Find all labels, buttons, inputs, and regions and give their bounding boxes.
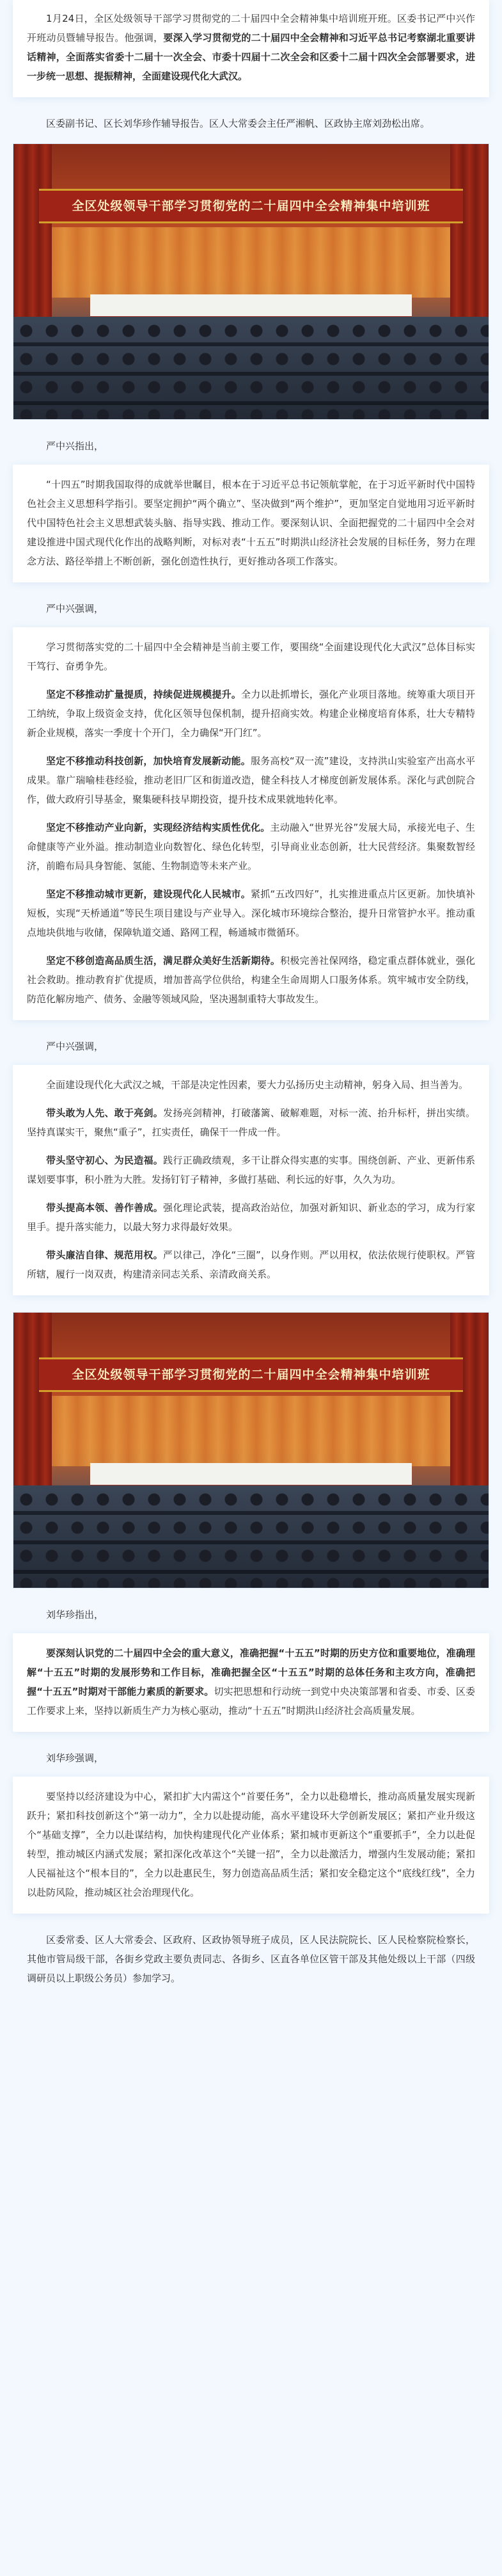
curtain-right-2 — [450, 1313, 489, 1492]
card-4-intro: 全面建设现代化大武汉之城，干部是决定性因素，要大力弘扬历史主动精神，躬身入局、担当善为。 — [46, 1079, 469, 1091]
card-3-item-3: 坚定不移推动产业向新，实现经济结构实质性优化。主动融入“世界光谷”发展大局，承接光电子、生命健康等产业外溢。推动制造业向数智化、绿色化转型，引导商业业态创新，壮大民营经济。集聚数智经济，前瞻布局具身智能、氢能、生物制造等未来产业。 — [27, 822, 475, 872]
card-4-item-1: 带头敢为人先、敢于亮剑。发扬亮剑精神，打破藩篱、破解难题，对标一流、抬升标杆，拼出实绩。坚持真谋实干，聚焦“重子”，扛实责任，确保干一件成一件。 — [27, 1107, 475, 1138]
intro-highlight: 要深入学习贯彻党的二十届四中全会精神和习近平总书记考察湖北重要讲话精神，全面落实省委十二届十一次全会、市委十四届十二次全会和区委十二届十四次全会部署要求，进一步统一思想、提振精神，全面建设现代化大武汉。 — [27, 32, 475, 82]
meeting-photo-2 — [13, 1312, 489, 1588]
card-2 — [13, 465, 489, 582]
attendees-paragraph: 区委副书记、区长刘华珍作辅导报告。区人大常委会主任严湘帆、区政协主席刘劲松出席。 — [46, 118, 430, 129]
card-3 — [13, 627, 489, 1020]
card-3-item-1: 坚定不移推动扩量提质，持续促进规模提升。全力以赴抓增长，强化产业项目落地。统筹重大项目开工纳统，争取上级资金支持，优化区领导包保机制，提升招商实效。构建企业梯度培育体系，壮大专精特新企业规模，落实一季度十个开门，全力确保“开门红”。 — [27, 689, 475, 739]
card-5-paragraph: 要深刻认识党的二十届四中全会的重大意义，准确把握“十五五”时期的历史方位和重要地位，准确理解“十五五”时期的发展形势和工作目标，准确把握全区“十五五”时期的总体任务和主攻方向，准确把握“十五五”时期对干部能力素质的新要求。切实把思想和行动统一到党中央决策部署和省委、市委、区委工作要求上来，坚持以新质生产力为核心驱动，推动“十五五”时期洪山经济社会高质量发展。 — [27, 1647, 475, 1716]
speaker-line-5: 刘华珍强调， — [46, 1752, 104, 1764]
speaker-line-1: 严中兴指出， — [46, 440, 104, 452]
speaker-line-3: 严中兴强调， — [46, 1041, 104, 1052]
card-3-intro: 学习贯彻落实党的二十届四中全会精神是当前主要工作，要围绕“全面建设现代化大武汉”总体目标实干笃行、奋勇争先。 — [27, 641, 475, 672]
audience-rows-1 — [13, 317, 489, 419]
card-3-item-2: 坚定不移推动科技创新，加快培育发展新动能。服务高校“双一流”建设，支持洪山实验室产出高水平成果。靠广瑞喻桂巷经验，推动老旧厂区和街道改造，健全科技人才梯度创新发展体系。深化与武创院合作，做大政府引导基金，聚集硬科技早期投资，提升技术成果就地转化率。 — [27, 755, 475, 805]
intro-text: 1月24日，全区处级领导干部学习贯彻党的二十届四中全会精神集中培训班开班。区委书记严中兴作开班动员暨辅导报告。他强调， — [27, 13, 475, 44]
card-5 — [13, 1633, 489, 1732]
curtain-right — [450, 144, 489, 323]
card-3-item-5: 坚定不移创造高品质生活，满足群众美好生活新期待。积极完善社保网络，稳定重点群体就业，强化社会救助。推动教育扩优提质，增加普高学位供给，构建全生命周期人口服务体系。筑牢城市安全防线，防范化解房地产、债务、金融等领域风险，坚决遏制重特大事故发生。 — [27, 955, 475, 1005]
card-6 — [13, 1777, 489, 1914]
card-4-item-3: 带头提高本领、善作善成。强化理论武装，提高政治站位，加强对新知识、新业态的学习，成为行家里手。提升落实能力，以最大努力求得最好效果。 — [27, 1202, 475, 1233]
stage-backdrop-2 — [52, 1396, 450, 1466]
photo-banner-1: 全区处级领导干部学习贯彻党的二十届四中全会精神集中培训班 — [39, 189, 463, 223]
card-4-item-2: 带头坚守初心、为民造福。践行正确政绩观，多干让群众得实惠的实事。围绕创新、产业、更新伟系谋划要事事，积小胜为大胜。发扬钉钉子精神，多做打基础、利长远的好事，久久为功。 — [27, 1155, 475, 1185]
podium-2 — [90, 1463, 412, 1489]
audience-rows-2 — [13, 1485, 489, 1588]
meeting-photo-1 — [13, 143, 489, 420]
speaker-line-2: 严中兴强调， — [46, 603, 104, 614]
card-3-item-4: 坚定不移推动城市更新，建设现代化人民城市。紧抓“五改四好”，扎实推进重点片区更新。加快填补短板，实现“天桥通道”等民生项目建设与产业导入。深化城市环境综合整治，提升日常管护水平。推动重点地块供地与收储，保障轨道交通、路网工程，畅通城市微循环。 — [27, 888, 475, 938]
curtain-left — [13, 144, 52, 323]
speaker-line-4: 刘华珍指出， — [46, 1609, 104, 1620]
curtain-left-2 — [13, 1313, 52, 1492]
card-2-paragraph: “十四五”时期我国取得的成就举世瞩目，根本在于习近平总书记领航掌舵，在于习近平新时代中国特色社会主义思想科学指引。要坚定拥护“两个确立”、坚决做到“两个维护”，更加坚定自觉地用习近平新时代中国特色社会主义思想武装头脑、指导实践、推动工作。要深刻认识、全面把握党的二十届四中全会对建设推进中国式现代化作出的战略判断，对标对表“十五五”时期洪山经济社会发展的目标任务，努力在理念方法、路径举措上不断创新，强化创造性执行，更好推动各项工作落实。 — [27, 479, 475, 567]
intro-card — [13, 0, 489, 97]
intro-paragraph — [27, 9, 475, 86]
card-6-paragraph: 要坚持以经济建设为中心，紧扣扩大内需这个“首要任务”，全力以赴稳增长，推动高质量发展实现新跃升；紧扣科技创新这个“第一动力”，全力以赴提动能，高水平建设环大学创新发展区；紧扣产业升级这个“基础支撑”，全力以赴谋结构，加快构建现代化产业体系；紧扣城市更新这个“重要抓手”，全力以赴促转型，推动城区内涵式发展；紧扣深化改革这个“关键一招”，全力以赴激活力，增强内生发展动能；紧扣人民福祉这个“根本目的”，全力以赴惠民生，努力创造高品质生活；紧扣安全稳定这个“底线红线”，全力以赴防风险，推动城区社会治理现代化。 — [27, 1791, 475, 1898]
podium-1 — [90, 294, 412, 320]
photo-banner-2: 全区处级领导干部学习贯彻党的二十届四中全会精神集中培训班 — [39, 1357, 463, 1392]
closing-paragraph: 区委常委、区人大常委会、区政府、区政协领导班子成员，区人民法院院长、区人民检察院检察长，其他市管局级干部，各街乡党政主要负责同志、各街乡、区直各单位区管干部及其他处级以上干部（四级调研员以上职级公务员）参加学习。 — [27, 1934, 475, 1984]
card-4 — [13, 1065, 489, 1295]
card-4-item-4: 带头廉洁自律、规范用权。严以律己，净化“三圈”，以身作则。严以用权，依法依规行使职权。严管所辖，履行一岗双责，构建清亲同志关系、亲清政商关系。 — [27, 1249, 475, 1280]
stage-backdrop-1 — [52, 227, 450, 298]
